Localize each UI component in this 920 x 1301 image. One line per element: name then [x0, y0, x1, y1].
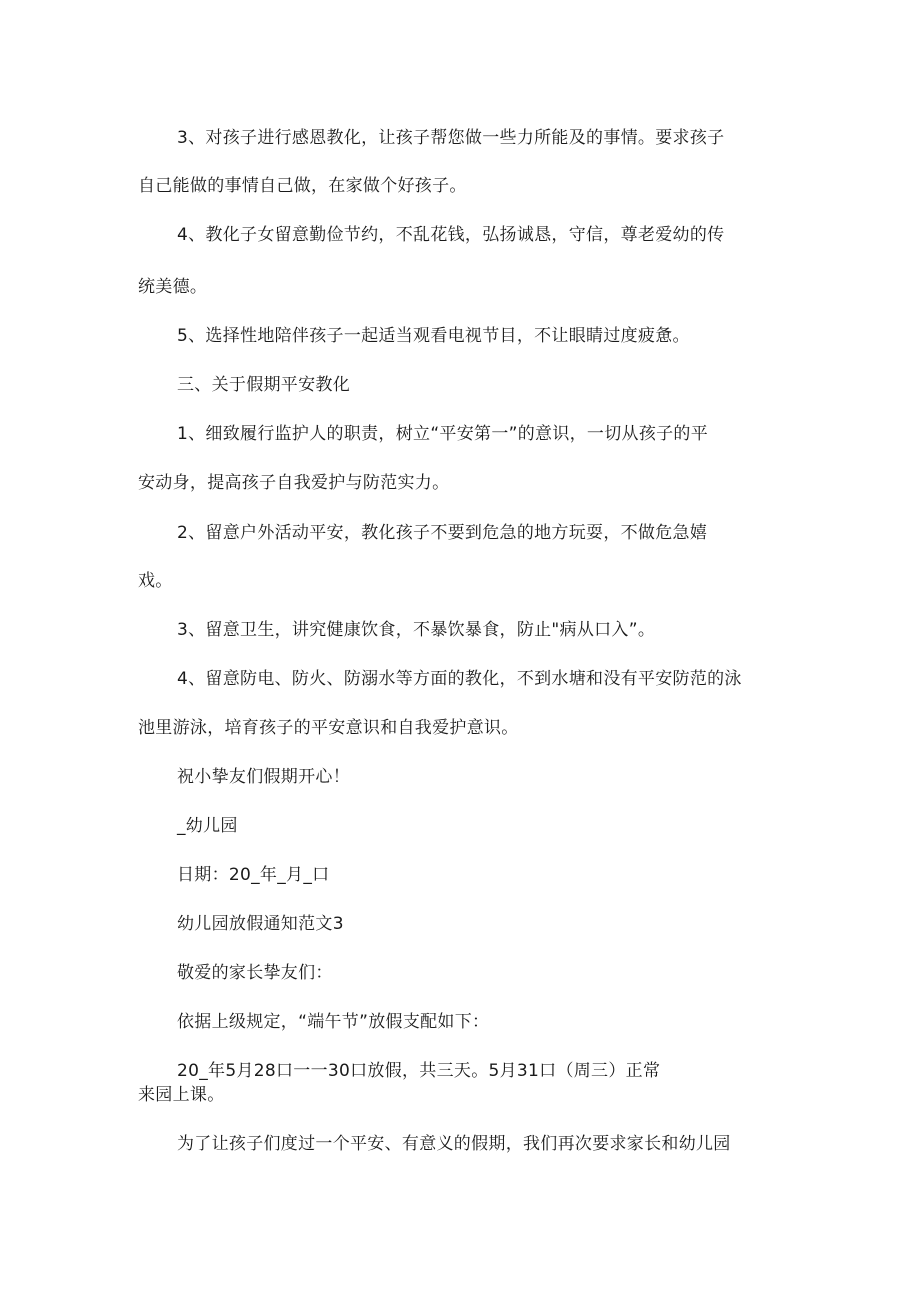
paragraph-line: 3、对孩子进行感恩教化，让孩子帮您做一些力所能及的事情。要求孩子 [177, 128, 725, 148]
paragraph-line: 来园上课。 [138, 1085, 225, 1105]
date-line: 日期：20_年_月_口 [177, 865, 330, 885]
section-heading: 三、关于假期平安教化 [177, 375, 350, 395]
paragraph-line: 5、选择性地陪伴孩子一起适当观看电视节目，不让眼睛过度疲惫。 [177, 326, 690, 346]
paragraph-line: 戏。 [138, 571, 173, 591]
paragraph-line: 自己能做的事情自己做，在家做个好孩子。 [138, 176, 467, 196]
closing-line: 祝小挚友们假期开心！ [177, 767, 350, 787]
paragraph-line: 4、教化子女留意勤俭节约，不乱花钱，弘扬诚恳，守信，尊老爱幼的传 [177, 225, 725, 245]
paragraph-line: 2、留意户外活动平安，教化孩子不要到危急的地方玩耍，不做危急嬉 [177, 523, 708, 543]
paragraph-line: 统美德。 [138, 277, 208, 297]
paragraph-line: 池里游泳，培育孩子的平安意识和自我爱护意识。 [138, 718, 519, 738]
paragraph-line: 为了让孩子们度过一个平安、有意义的假期，我们再次要求家长和幼儿园 [177, 1134, 731, 1154]
paragraph-line: 依据上级规定，“端午节”放假支配如下： [177, 1012, 490, 1032]
paragraph-line: 20_年5月28口一一30口放假，共三天。5月31口（周三）正常 [177, 1061, 661, 1081]
document-title: 幼儿园放假通知范文3 [177, 914, 344, 934]
paragraph-line: 1、细致履行监护人的职责，树立“平安第一”的意识，一切从孩子的平 [177, 424, 709, 444]
paragraph-line: 4、留意防电、防火、防溺水等方面的教化，不到水塘和没有平安防范的泳 [177, 669, 742, 689]
signature-line: _幼儿园 [177, 816, 238, 836]
paragraph-line: 3、留意卫生，讲究健康饮食，不暴饮暴食，防止"病从口入”。 [177, 620, 656, 640]
salutation-line: 敬爱的家长挚友们： [177, 963, 333, 983]
paragraph-line: 安动身，提高孩子自我爱护与防范实力。 [138, 473, 450, 493]
